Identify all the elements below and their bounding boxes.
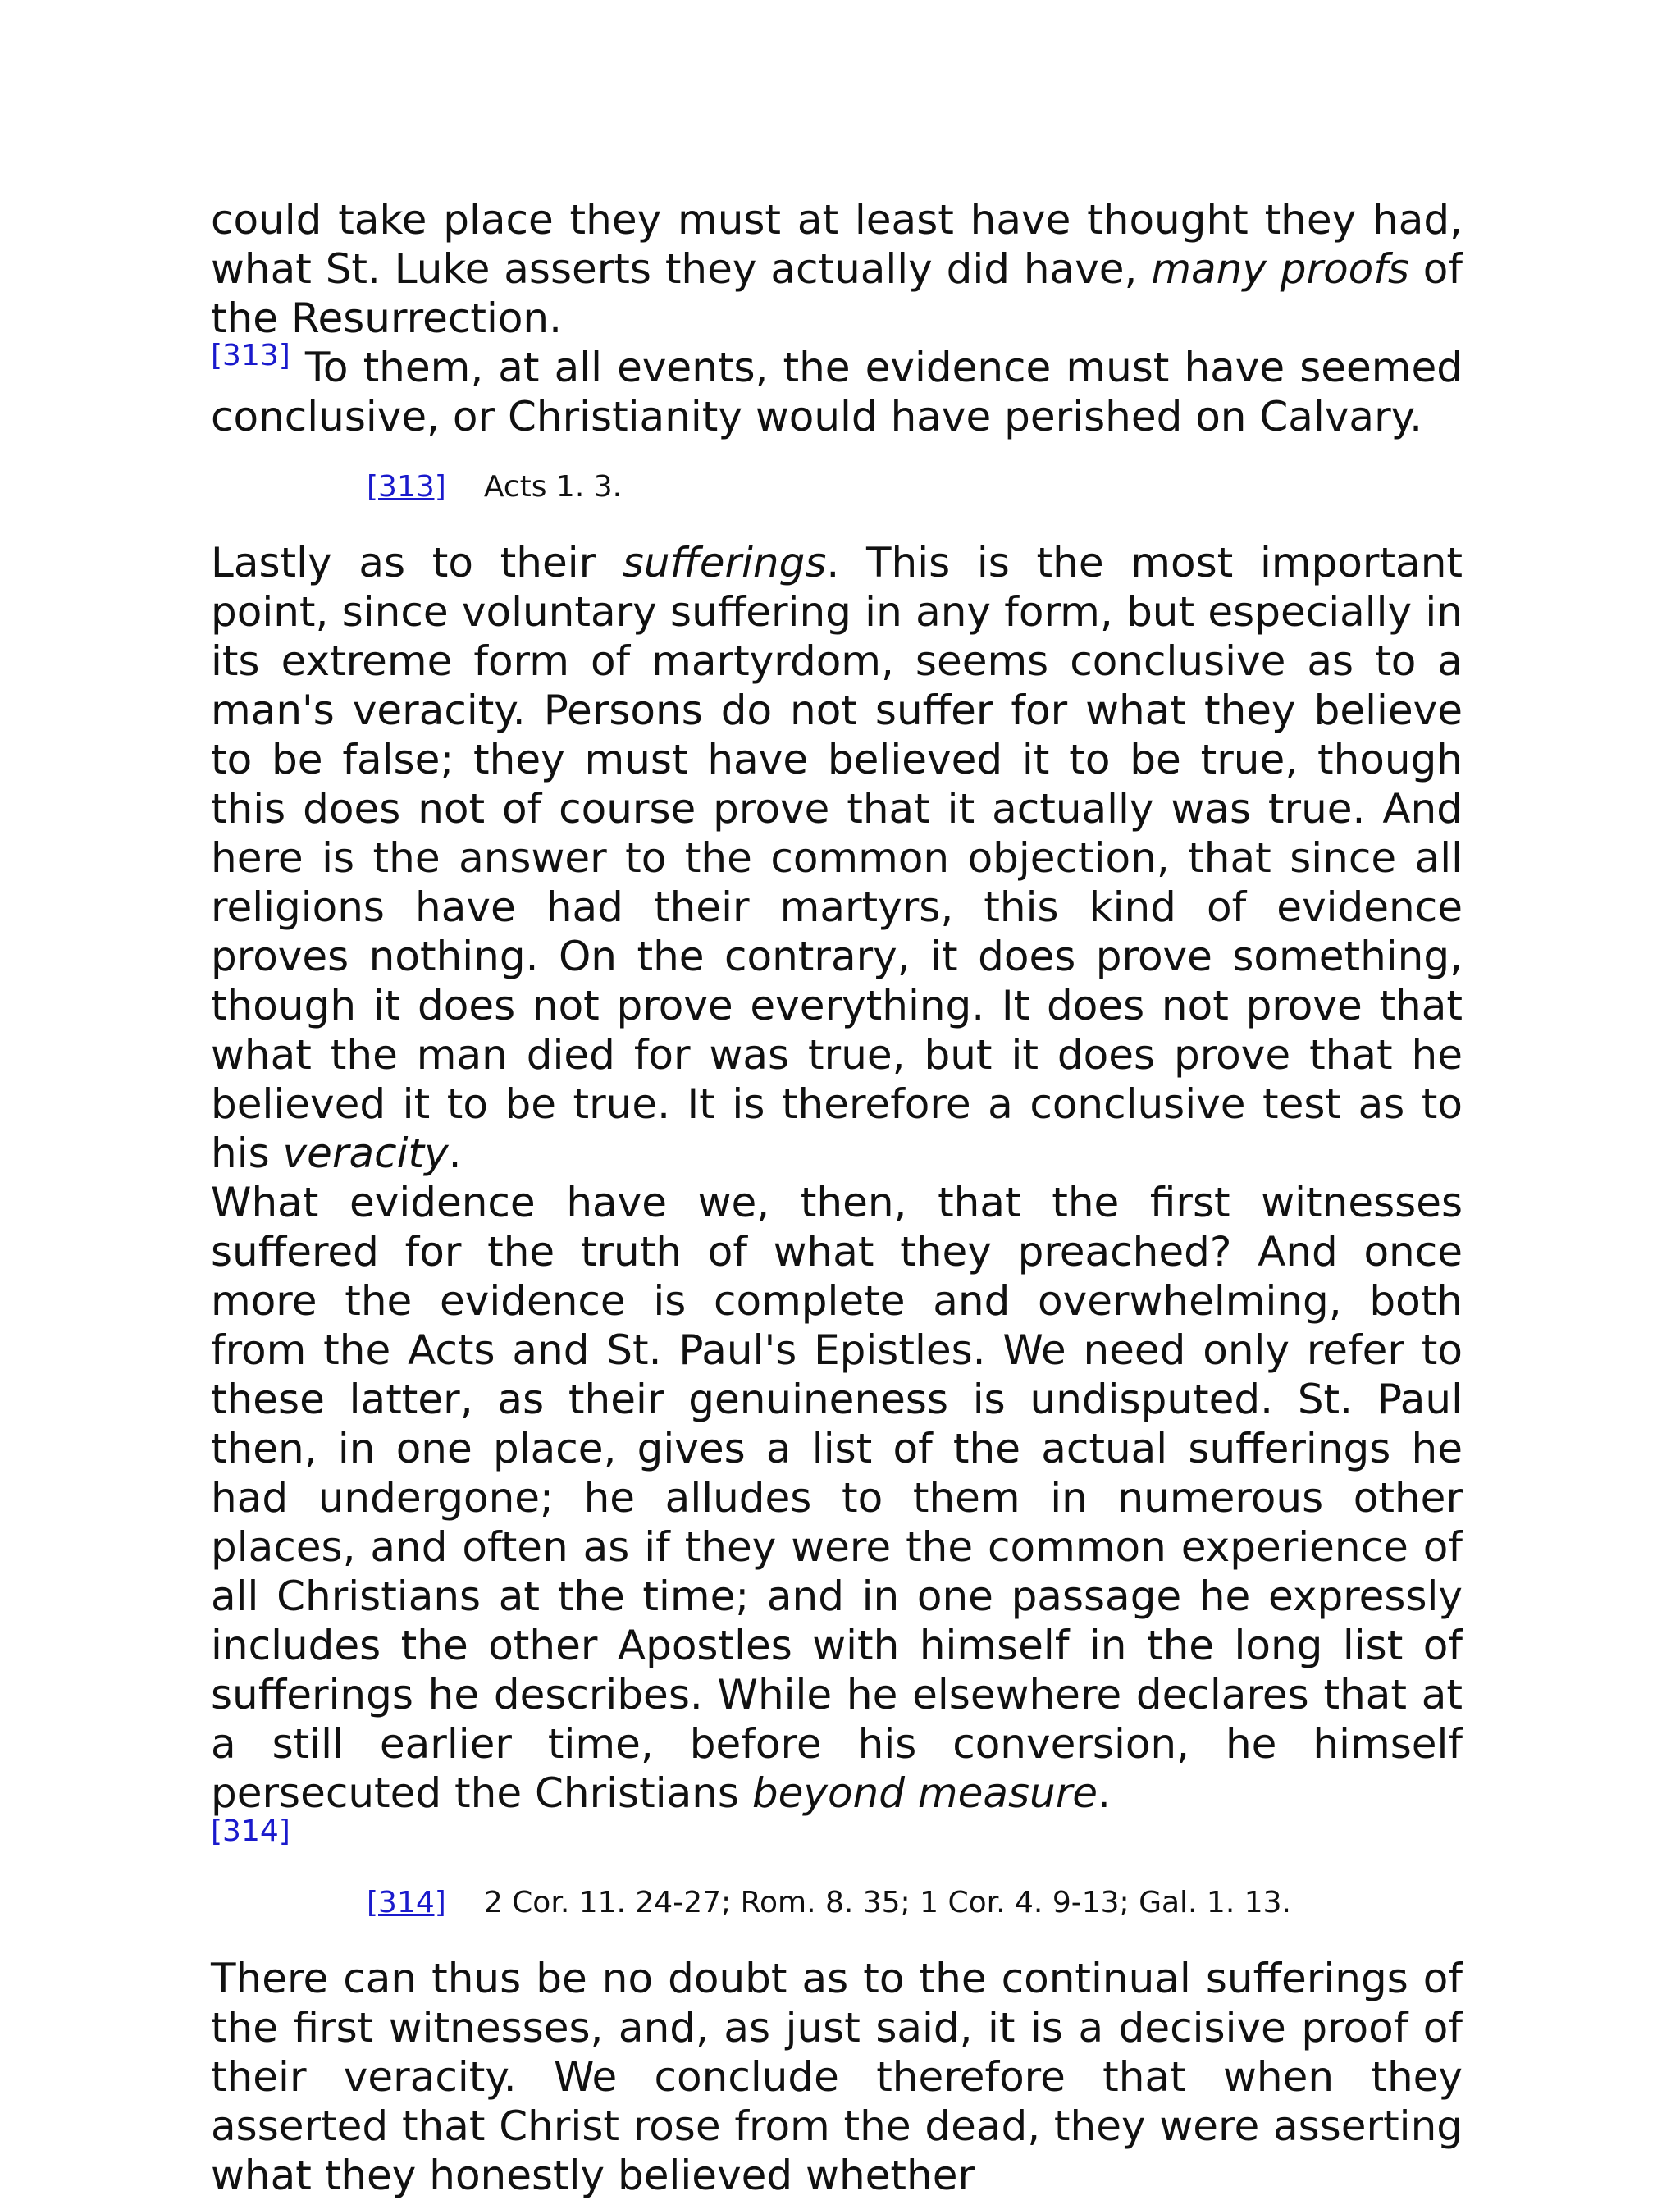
footnote-link-314[interactable]: [314] (367, 1886, 446, 1919)
paragraph-conclusion: There can thus be no doubt as to the continual sufferings of the first witnesses, and, as just said, it is a decisive proof of their veracity. We conclude therefore that when they asserted that Christ rose from the dead, they were asserting what they honestly believed whether (211, 1955, 1463, 2199)
paragraph-evidence-suffering: What evidence have we, then, that the first witnesses suffered for the truth of what they preached? And once more the evidence is complete and overwhelming, both from the Acts and St. Paul's Epistles. We need only refer to these latter, as their genuineness is undisputed. St. Paul then, in one place, gives a list of the actual sufferings he had undergone; he alludes to them in numerous other places, and often as if they were the common experience of all Christians at the time; and in one passage he expressly includes the other Apostles with himself in the long list of sufferings he describes. While he elsewhere declares that at a still earlier time, before his conversion, he himself persecuted the Christians beyond measure. [314] (211, 1179, 1463, 1848)
footnote-text-313: Acts 1. 3. (483, 470, 623, 504)
footnote-ref-314[interactable]: [314] (211, 1814, 290, 1848)
footnote-314 (367, 1885, 1463, 1921)
footnote-ref-313[interactable]: [313] (211, 339, 290, 373)
document-page (211, 195, 1463, 2200)
paragraph-sufferings: Lastly as to their sufferings. This is the most important point, since voluntary suffering in any form, but especially in its extreme form of martyrdom, seems conclusive as to a man's veracity. Persons do not suffer for what they believe to be false; they must have believed it to be true, though this does not of course prove that it actually was true. And here is the answer to the common objection, that since all religions have had their martyrs, this kind of evidence proves nothing. On the contrary, it does prove something, though it does not prove everything. It does not prove that what the man died for was true, but it does prove that he believed it to be true. It is therefore a conclusive test as to his veracity. (211, 539, 1463, 1177)
footnote-text-314: 2 Cor. 11. 24-27; Rom. 8. 35; 1 Cor. 4. 9-13; Gal. 1. 13. (483, 1886, 1291, 1919)
footnote-link-313[interactable]: [313] (367, 470, 446, 504)
paragraph-resurrection-proofs: could take place they must at least have thought they had, what St. Luke asserts they actually did have, many proofs of the Resurrection. [313] To them, at all events, the evidence must have seemed conclusive, or Christianity would have perished on Calvary. (211, 196, 1463, 440)
footnote-313 (367, 469, 1463, 505)
